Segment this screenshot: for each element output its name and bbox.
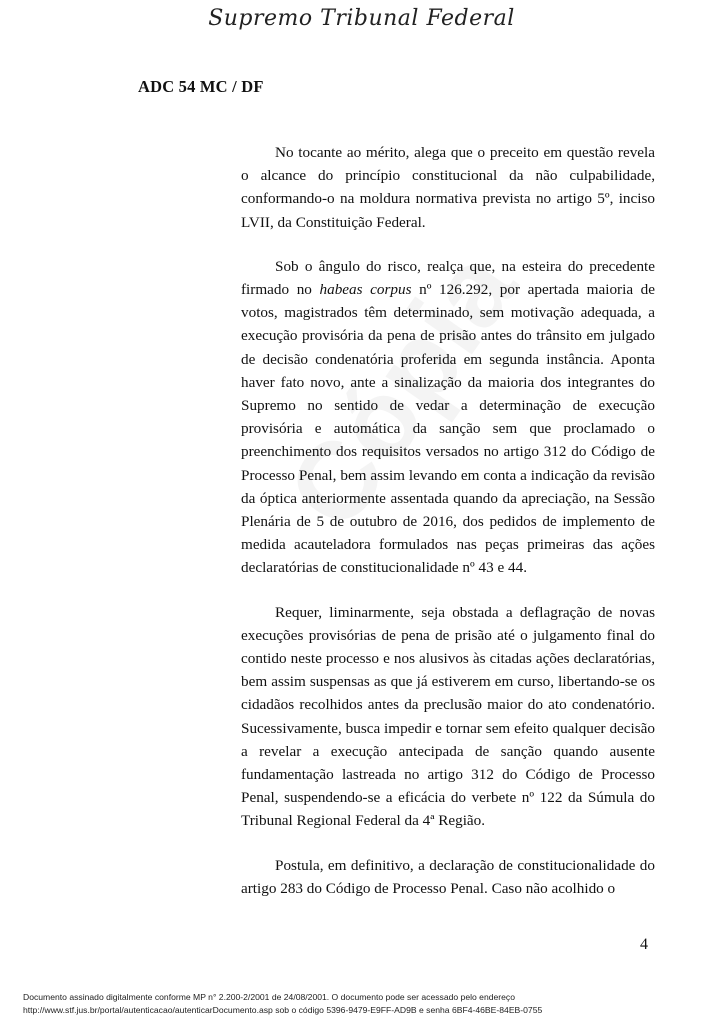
page-number: 4 — [640, 936, 648, 953]
case-reference: ADC 54 MC / DF — [138, 77, 264, 96]
paragraph-merito: No tocante ao mérito, alega que o preceito em questão revela o alcance do princípio constitucional da não culpabilidade, conformando-o na moldura normativa prevista no artigo 5º, inciso LVII, da Constituição Federal. — [241, 144, 655, 231]
paragraph-risco — [241, 255, 655, 580]
paragraph-requer: Requer, liminarmente, seja obstada a deflagração de novas execuções provisórias de pena de prisão até o julgamento final do contido neste processo e nos alusivos às citadas ações declaratórias, bem assim suspensas as que já estiverem em curso, libertando-se os cidadãos recolhidos antes da preclusão maior do ato condenatório. Sucessivamente, busca impedir e tornar sem efeito qualquer decisão a revelar a execução antecipada de sanção quando ausente fundamentação lastreada no artigo 312 do Código de Processo Penal, suspendendo-se a eficácia do verbete nº 122 da Súmula do Tribunal Regional Federal da 4ª Região. — [241, 603, 655, 830]
paragraph-postula: Postula, em definitivo, a declaração de constitucionalidade do artigo 283 do Código de Processo Penal. Caso não acolhido o — [241, 856, 655, 897]
footer-signature-line: Documento assinado digitalmente conforme MP n° 2.200-2/2001 de 24/08/2001. O documento pode ser acessado pelo endereço — [23, 992, 516, 1002]
document-body — [241, 141, 655, 900]
paragraph-risco-start: Sob o ângulo do risco, realça que, na esteira do precedente firmado no — [241, 257, 655, 299]
footer-authentication-link[interactable]: http://www.stf.jus.br/portal/autenticacao/autenticarDocumento.asp sob o código 5396-9479-E9FF-AD9B e senha 6BF4-46BE-84EB-0755 — [23, 1004, 543, 1015]
court-header: Supremo Tribunal Federal — [208, 6, 515, 31]
habeas-corpus-term: habeas corpus — [319, 281, 412, 299]
digital-signature-footer — [23, 991, 713, 1016]
paragraph-risco-end: nº 126.292, por apertada maioria de votos, magistrados têm determinado, sem motivação adequada, a execução provisória da pena de prisão antes do trânsito em julgado de decisão condenatória proferida em segunda instância. Aponta haver fato novo, ante a sinalização da maioria dos integrantes do Supremo no sentido de vedar a determinação de execução provisória e automática da sanção sem que proclamado o preenchimento dos requisitos versados no artigo 312 do Código de Processo Penal, bem assim levando em conta a indicação da revisão da óptica anteriormente assentada quando da apreciação, na Sessão Plenária de 5 de outubro de 2016, dos pedidos de implemento de medida acauteladora formulados nas peças primeiras das ações declaratórias de constitucionalidade nº 43 e 44. — [241, 281, 656, 577]
